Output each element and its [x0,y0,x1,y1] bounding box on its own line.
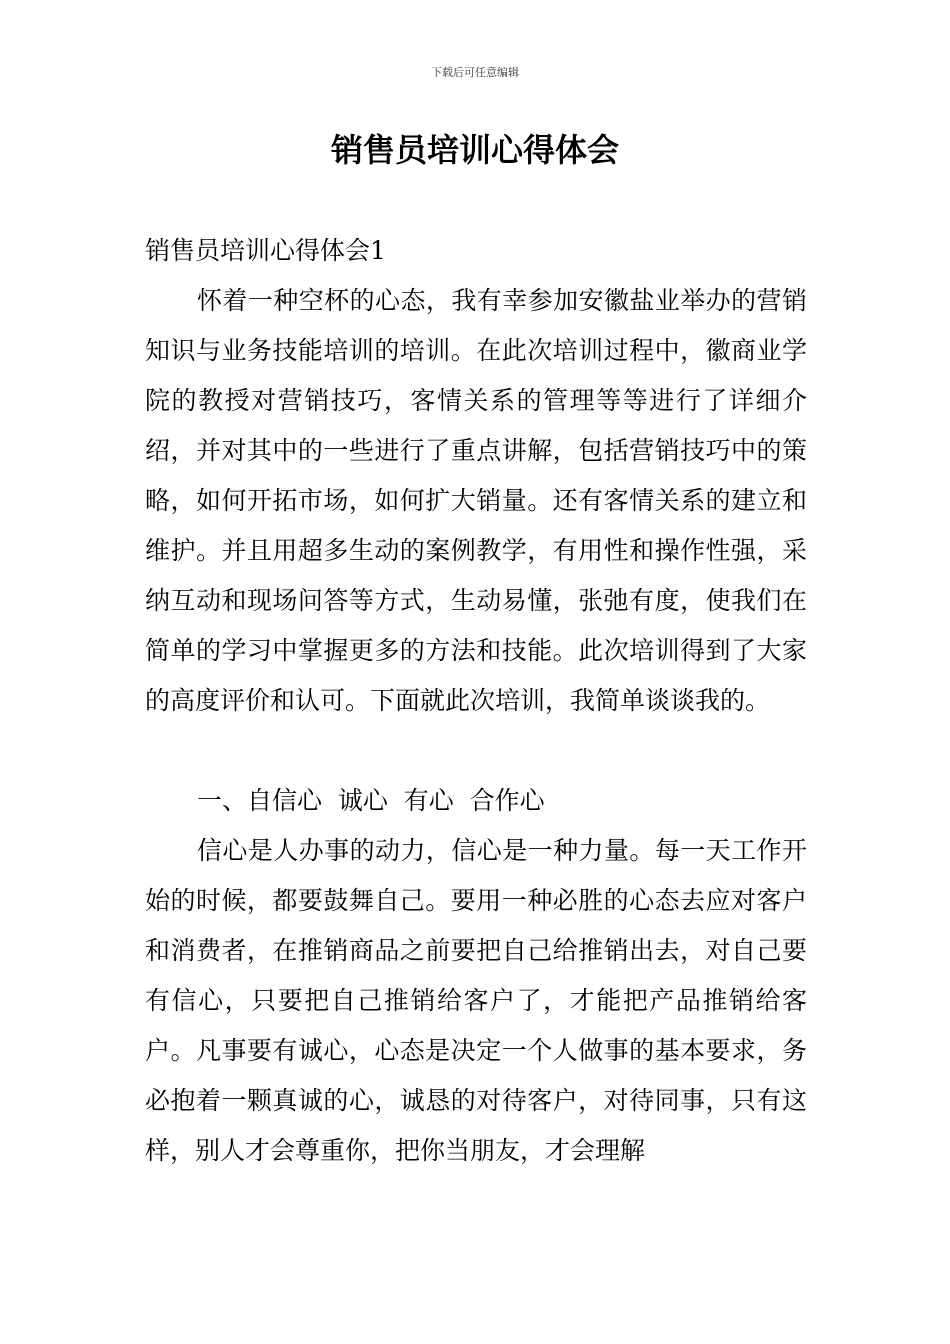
header-note: 下载后可任意编辑 [431,66,519,79]
document-title: 销售员培训心得体会 [330,131,619,169]
section-heading: 一、自信心 诚心 有心 合作心 [197,786,545,815]
section-subtitle: 销售员培训心得体会1 [145,236,386,265]
document-body [145,226,807,1176]
paragraph-confidence: 信心是人办事的动力，信心是一种力量。每一天工作开始的时候，都要鼓舞自己。要用一种必胜的心态去应对客户和消费者，在推销商品之前要把自己给推销出去，对自己要有信心，只要把自己推销给客户了，才能把产品推销给客户。凡事要有诚心，心态是决定一个人做事的基本要求，务必抱着一颗真诚的心，诚恳的对待客户，对待同事，只有这样，别人才会尊重你，把你当朋友，才会理解 [145,836,807,1165]
paragraph-intro: 怀着一种空杯的心态，我有幸参加安徽盐业举办的营销知识与业务技能培训的培训。在此次培训过程中，徽商业学院的教授对营销技巧，客情关系的管理等等进行了详细介绍，并对其中的一些进行了重点讲解，包括营销技巧中的策略，如何开拓市场，如何扩大销量。还有客情关系的建立和维护。并且用超多生动的案例教学，有用性和操作性强，采纳互动和现场问答等方式，生动易懂，张弛有度，使我们在简单的学习中掌握更多的方法和技能。此次培训得到了大家的高度评价和认可。下面就此次培训，我简单谈谈我的。 [145,286,807,715]
paragraph-spacer [145,726,807,776]
